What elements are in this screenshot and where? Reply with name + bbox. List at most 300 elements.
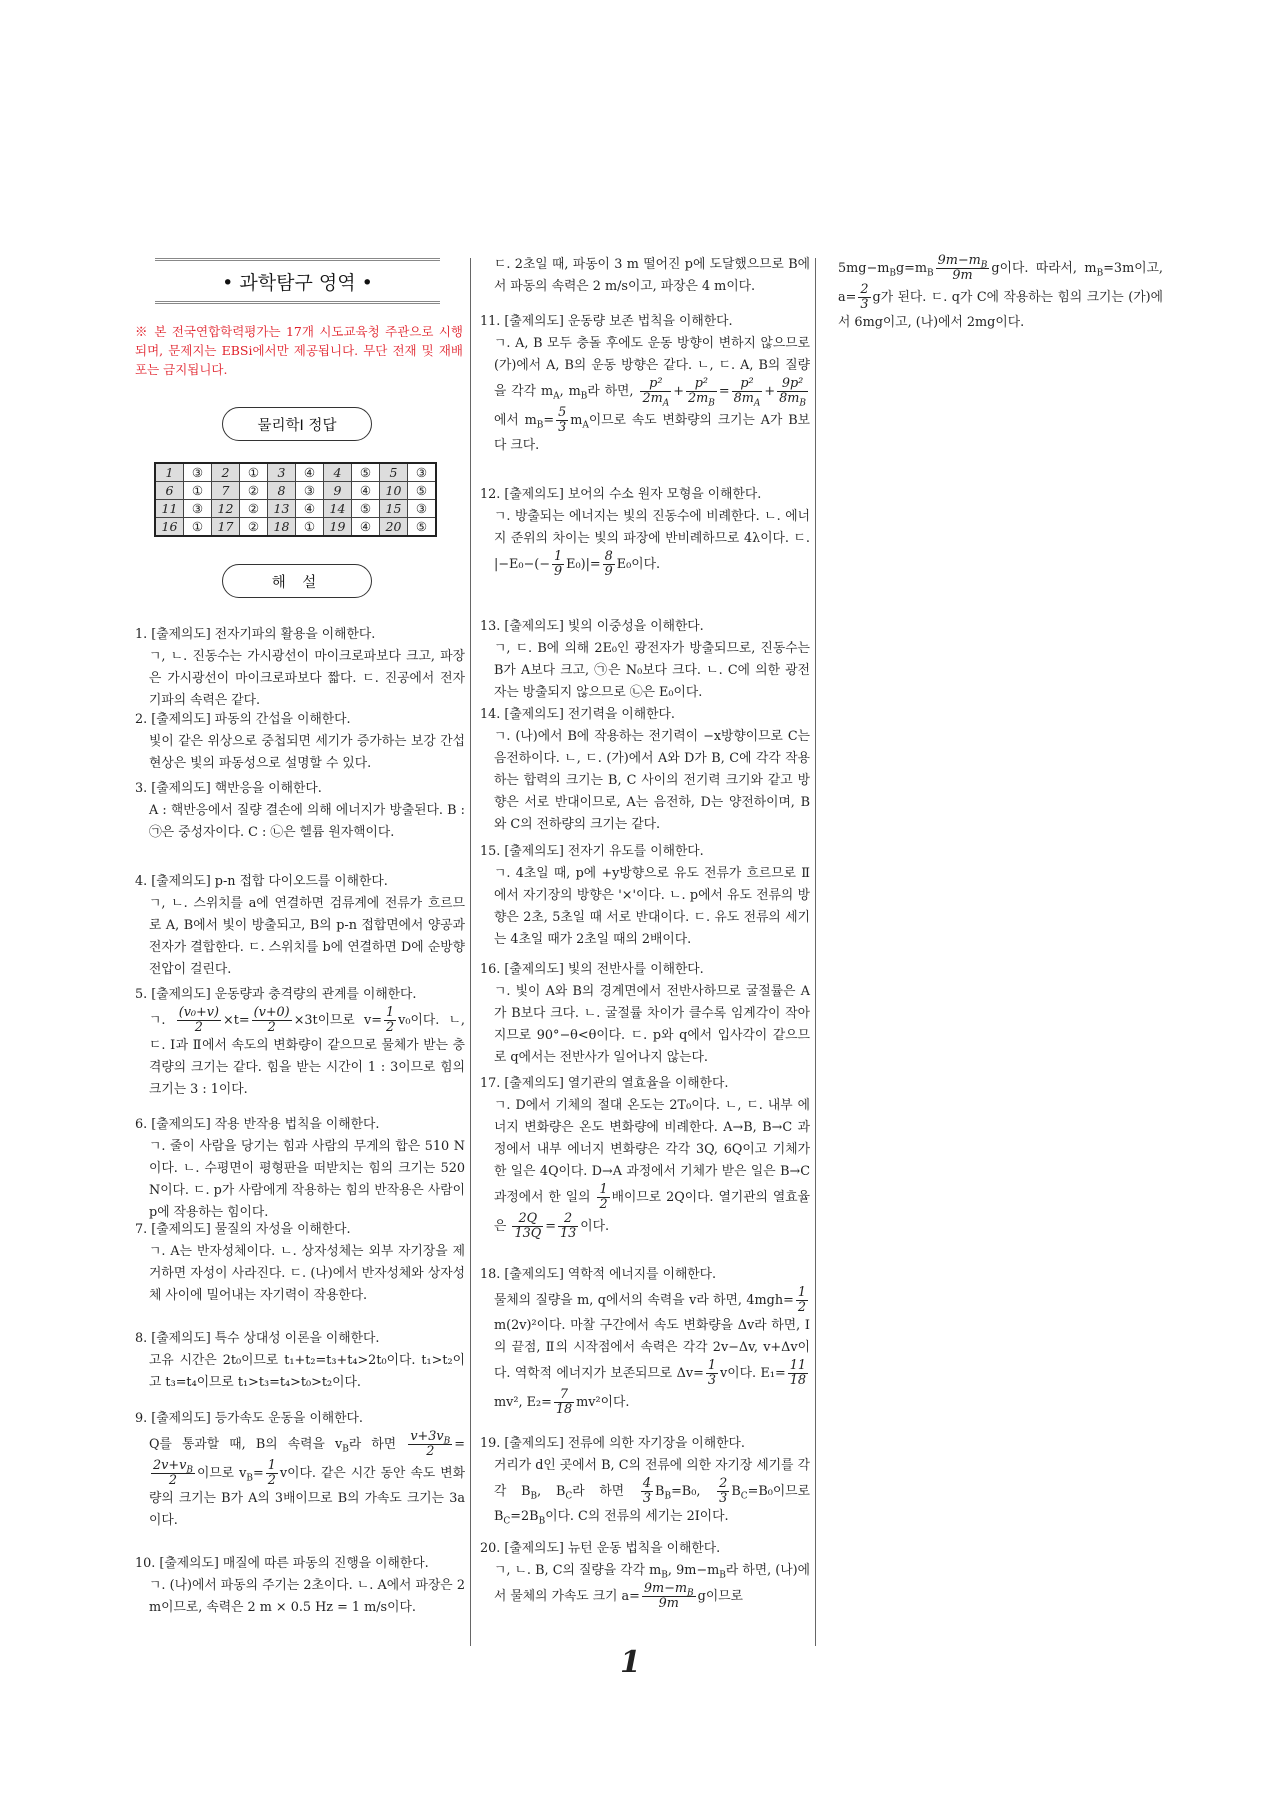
denominator xyxy=(732,391,763,409)
answer-choice: ③ xyxy=(184,463,212,482)
denominator xyxy=(796,1301,808,1315)
numerator xyxy=(552,550,564,565)
text-run: g=m xyxy=(895,261,928,276)
text-run: 라 하면 xyxy=(348,1437,407,1452)
text-run: 8m xyxy=(779,391,800,406)
text-run: B xyxy=(731,1484,741,1499)
explanation-heading: 해 설 xyxy=(222,564,372,598)
numerator xyxy=(686,377,717,392)
subscript: B xyxy=(530,1491,538,1502)
text-run: = xyxy=(545,1219,556,1234)
explanation-title: 3. [출제의도] 핵반응을 이해한다. xyxy=(135,781,322,796)
text-run: ㄱ. 줄이 사람을 당기는 힘과 사람의 무게의 합은 510 N이다. ㄴ. 수평면이 평형판을 떠받치는 힘의 크기는 520 N이다. ㄷ. p가 사람에게 작용하는 힘의 반작용은 사람이 p에 작용하는 힘이다. xyxy=(149,1139,465,1220)
explanation-title: 12. [출제의도] 보어의 수소 원자 모형을 이해한다. xyxy=(480,487,762,502)
answer-choice: ⑤ xyxy=(352,463,380,482)
explanation-body xyxy=(135,1136,465,1224)
fraction xyxy=(640,376,671,409)
answer-choice: ⑤ xyxy=(408,518,437,537)
explanation-title: 13. [출제의도] 빛의 이중성을 이해한다. xyxy=(480,619,704,634)
text-run: 2 xyxy=(564,1211,573,1226)
text-run: =3m이고, a= xyxy=(838,261,1163,305)
explanation-title: 19. [출제의도] 전류에 의한 자기장을 이해한다. xyxy=(480,1436,745,1451)
fraction xyxy=(597,1183,609,1212)
question-number: 8 xyxy=(268,482,296,500)
text-run: g이므로 xyxy=(697,1589,743,1604)
text-run: 물체의 질량을 m, q에서의 속력을 v라 하면, 4mgh= xyxy=(494,1293,794,1308)
subscript: C xyxy=(740,1491,748,1502)
text-run: 9m−m xyxy=(937,253,981,268)
section-title: • 과학탐구 영역 • xyxy=(155,258,440,304)
text-run: g이다. 따라서, m xyxy=(991,261,1097,276)
explanation-body xyxy=(480,638,810,704)
subscript: B xyxy=(246,1473,253,1484)
text-run: 2 xyxy=(426,1444,435,1459)
question-number: 18 xyxy=(268,518,296,537)
explanation-title: 18. [출제의도] 역학적 에너지를 이해한다. xyxy=(480,1267,717,1282)
text-run: 18 xyxy=(555,1402,573,1417)
fraction xyxy=(408,1430,452,1459)
denominator xyxy=(788,1374,808,1388)
text-run: 9m xyxy=(658,1596,679,1611)
text-run: 2 xyxy=(267,1020,276,1035)
explanation-item xyxy=(135,1114,465,1224)
numerator xyxy=(706,1359,718,1374)
answer-row xyxy=(155,518,436,537)
subscript: B xyxy=(708,398,715,409)
numerator xyxy=(796,1286,808,1301)
text-run: 이므로 v xyxy=(196,1466,247,1481)
text-run: 2 xyxy=(719,1476,728,1491)
text-run: ㄱ, ㄷ. B에 의해 2E₀인 광전자가 방출되므로, 진동수는 B가 A보다 크고, ㉠은 N₀보다 크다. ㄴ. C에 의한 광전자는 방출되지 않으므로 ㉡은 E₀이다. xyxy=(494,641,810,700)
answer-choice: ④ xyxy=(296,500,324,518)
text-run: ㄷ. 2초일 때, 파동이 3 m 떨어진 p에 도달했으므로 B에서 파동의 속력은 2 m/s이고, 파장은 4 m이다. xyxy=(494,257,810,294)
denominator xyxy=(384,1021,396,1035)
text-run: 3 xyxy=(719,1491,728,1506)
subscript: B xyxy=(538,1516,546,1527)
answer-choice: ② xyxy=(240,500,268,518)
denominator xyxy=(266,1474,278,1488)
fraction xyxy=(252,1006,292,1035)
text-run: 1 xyxy=(553,549,563,564)
text-run: 2 xyxy=(168,1473,178,1488)
numerator xyxy=(717,1477,729,1492)
numerator xyxy=(732,377,763,392)
denominator xyxy=(603,565,615,579)
explanation-title: 1. [출제의도] 전자기파의 활용을 이해한다. xyxy=(135,627,376,642)
explanation-title: 15. [출제의도] 전자기 유도를 이해한다. xyxy=(480,844,704,859)
text-run: 13Q xyxy=(514,1226,542,1241)
question-number: 20 xyxy=(380,518,408,537)
fraction xyxy=(717,1477,729,1506)
numerator xyxy=(558,1212,578,1227)
text-run: ㄱ. 빛이 A와 B의 경계면에서 전반사하므로 굴절률은 A가 B보다 크다. ㄴ. 굴절률 차이가 클수록 임계각이 작아지므로 90°−θ<θ이다. ㄷ. p와 q에서 입사각이 같으므로 q에서는 전반사가 일어나지 않는다. xyxy=(494,984,810,1065)
fraction xyxy=(177,1006,221,1035)
text-run: , m xyxy=(559,384,581,399)
text-run: 3 xyxy=(558,420,567,435)
text-run: 1 xyxy=(599,1182,608,1197)
explanation-body xyxy=(480,863,810,951)
fraction xyxy=(512,1212,543,1241)
explanation-body xyxy=(480,726,810,836)
explanation-title: 10. [출제의도] 매질에 따른 파동의 진행을 이해한다. xyxy=(135,1556,429,1571)
answer-choice: ④ xyxy=(296,463,324,482)
text-run: 9p² xyxy=(781,376,804,391)
q20-continuation xyxy=(838,254,1163,334)
text-run: (v+0) xyxy=(253,1005,290,1020)
numerator xyxy=(640,377,671,392)
explanation-item xyxy=(480,1538,810,1611)
text-run: 빛이 같은 위상으로 중첩되면 세기가 증가하는 보강 간섭 현상은 빛의 파동성으로 설명할 수 있다. xyxy=(149,734,465,771)
explanation-item xyxy=(480,1433,810,1528)
subscript: B xyxy=(1096,268,1104,279)
text-run: B xyxy=(655,1484,665,1499)
explanation-item xyxy=(480,959,810,1069)
question-number: 5 xyxy=(380,463,408,482)
text-run: 2v+v xyxy=(153,1458,187,1473)
text-run: , 9m−m xyxy=(667,1563,720,1578)
explanation-body xyxy=(135,1575,465,1619)
text-run: 2 xyxy=(267,1473,276,1488)
denominator xyxy=(512,1227,543,1241)
explanation-item xyxy=(135,1219,465,1307)
explanation-title: 5. [출제의도] 운동량과 충격량의 관계를 이해한다. xyxy=(135,987,417,1002)
subscript: B xyxy=(664,1491,672,1502)
text-run: Q를 통과할 때, B의 속력을 v xyxy=(149,1437,343,1452)
text-run: 5 xyxy=(558,405,567,420)
text-run: ×3t이므로 v= xyxy=(293,1013,382,1028)
answer-choice: ⑤ xyxy=(352,500,380,518)
subscript: B xyxy=(687,1588,694,1599)
numerator xyxy=(512,1212,543,1227)
explanation-body xyxy=(135,731,465,775)
explanation-title: 4. [출제의도] p-n 접합 다이오드를 이해한다. xyxy=(135,874,388,889)
denominator xyxy=(554,1403,574,1417)
text-run: 3 xyxy=(642,1491,652,1506)
text-run: 8 xyxy=(604,549,613,564)
question-number: 3 xyxy=(268,463,296,482)
explanation-body xyxy=(480,1286,810,1417)
text-run: 2m xyxy=(687,391,709,406)
numerator xyxy=(266,1459,278,1474)
subscript: B xyxy=(980,260,988,271)
question-number: 12 xyxy=(212,500,240,518)
subscript: B xyxy=(661,1570,668,1581)
text-run: + xyxy=(764,384,776,399)
numerator xyxy=(384,1006,396,1021)
text-run: 거리가 d인 곳에서 B, C의 전류에 의한 자기장 세기를 각각 B xyxy=(494,1458,810,1499)
fraction xyxy=(796,1286,808,1315)
explanation-title: 2. [출제의도] 파동의 간섭을 이해한다. xyxy=(135,712,351,727)
text-run: 2m xyxy=(642,391,663,406)
explanation-title: 14. [출제의도] 전기력을 이해한다. xyxy=(480,707,675,722)
text-run: = xyxy=(253,1466,264,1481)
explanation-item xyxy=(480,704,810,836)
text-run: ㄱ, ㄴ. 스위치를 a에 연결하면 검류계에 전류가 흐르므로 A, B에서 빛이 방출되고, B의 p-n 접합면에서 양공과 전자가 결합한다. ㄷ. 스위치를 b에 연결하면 D에 순방향 전압이 걸린다. xyxy=(149,896,465,977)
answer-choice: ④ xyxy=(352,518,380,537)
text-run: 9 xyxy=(604,564,613,579)
text-run: ㄱ. (나)에서 파동의 주기는 2초이다. ㄴ. A에서 파장은 2 m이므로, 속력은 2 m × 0.5 Hz = 1 m/s이다. xyxy=(149,1578,465,1615)
text-run: =2B xyxy=(510,1509,539,1524)
question-number: 19 xyxy=(324,518,352,537)
explanation-body xyxy=(135,1241,465,1307)
text-run: 3 xyxy=(707,1373,716,1388)
text-run: =B₀이므로 B xyxy=(494,1484,810,1524)
text-run: p² xyxy=(694,376,709,391)
subscript: A xyxy=(582,420,589,431)
explanation-item xyxy=(480,484,810,579)
explanation-item xyxy=(480,616,810,704)
text-run: 라 하면, (나)에서 물체의 가속도 크기 a= xyxy=(494,1563,810,1604)
denominator xyxy=(597,1198,609,1212)
question-number: 14 xyxy=(324,500,352,518)
text-run: 5mg−m xyxy=(838,261,890,276)
subscript: C xyxy=(503,1516,511,1527)
fraction xyxy=(266,1459,278,1488)
fraction xyxy=(777,376,808,409)
text-run: 라 하면 xyxy=(572,1484,639,1499)
explanation-body xyxy=(480,333,810,457)
explanation-item xyxy=(135,1553,465,1619)
explanation-body xyxy=(135,1006,465,1101)
text-run: g가 된다. ㄷ. q가 C에 작용하는 힘의 크기는 (가)에서 6mg이고, (나)에서 2mg이다. xyxy=(838,290,1163,330)
text-run: 2 xyxy=(386,1020,395,1035)
text-run: 라 하면, xyxy=(587,384,639,399)
subscript: B xyxy=(719,1570,726,1581)
explanation-item xyxy=(135,778,465,844)
explanation-item xyxy=(135,709,465,775)
answer-choice: ① xyxy=(184,518,212,537)
numerator xyxy=(177,1006,221,1021)
explanation-title: 9. [출제의도] 등가속도 운동을 이해한다. xyxy=(135,1411,363,1426)
explanation-body xyxy=(480,1455,810,1528)
denominator xyxy=(777,391,808,409)
text-run: ㄱ. D에서 기체의 절대 온도는 2T₀이다. ㄴ, ㄷ. 내부 에너지 변화량은 온도 변화량에 비례한다. A→B, B→C 과정에서 내부 에너지 변화량은 각각 3Q, 6Q이고 기체가 한 일은 4Q이다. D→A 과정에서 기체가 받은 일은 B→C 과정에서 한 일의 xyxy=(494,1098,810,1205)
text-run: ㄱ. 4초일 때, p에 +y방향으로 유도 전류가 흐르므로 Ⅱ에서 자기장의 방향은 '×'이다. ㄴ. p에서 유도 전류의 방향은 2초, 5초일 때 서로 반대이다. ㄷ. 유도 전류의 세기는 4초일 때가 2초일 때의 2배이다. xyxy=(494,866,810,947)
explanation-item xyxy=(135,984,465,1101)
explanation-body xyxy=(480,981,810,1069)
numerator xyxy=(252,1006,292,1021)
answer-choice: ② xyxy=(240,518,268,537)
numerator xyxy=(936,254,990,269)
explanation-body xyxy=(480,1095,810,1241)
subscript: B xyxy=(799,398,807,409)
text-run: ㄱ. A는 반자성체이다. ㄴ. 상자성체는 외부 자기장을 제거하면 자성이 사라진다. ㄷ. (나)에서 반자성체와 상자성체 사이에 밀어내는 자기력이 작용한다. xyxy=(149,1244,465,1303)
text-run: 1 xyxy=(267,1458,276,1473)
subscript: B xyxy=(927,268,934,279)
answer-row xyxy=(155,463,436,482)
text-run: 4 xyxy=(642,1476,652,1491)
explanation-title: 20. [출제의도] 뉴턴 운동 법칙을 이해한다. xyxy=(480,1541,721,1556)
explanation-body xyxy=(135,1430,465,1532)
fraction xyxy=(706,1359,718,1388)
text-run: , B xyxy=(537,1484,566,1499)
fraction xyxy=(552,550,564,579)
denominator xyxy=(717,1492,729,1506)
text-run: 1 xyxy=(386,1005,395,1020)
answer-choice: ③ xyxy=(408,463,437,482)
fraction xyxy=(642,1582,696,1611)
answer-choice: ③ xyxy=(296,482,324,500)
text-run: v이다. E₁= xyxy=(720,1366,786,1381)
subscript: A xyxy=(553,391,560,402)
answer-key-heading: 물리학Ⅰ 정답 xyxy=(222,407,372,441)
explanation-title: 8. [출제의도] 특수 상대성 이론을 이해한다. xyxy=(135,1331,380,1346)
denominator xyxy=(640,391,671,409)
text-run: ㄱ, ㄴ. B, C의 질량을 각각 m xyxy=(494,1563,662,1578)
text-run: ㄱ. 방출되는 에너지는 빛의 진동수에 비례한다. ㄴ. 에너지 준위의 차이는 빛의 파장에 반비례하므로 4λ이다. ㄷ. |−E₀−(− xyxy=(494,509,810,572)
text-run: 2 xyxy=(599,1197,608,1212)
fraction xyxy=(384,1006,396,1035)
explanation-item xyxy=(480,1073,810,1241)
question-number: 10 xyxy=(380,482,408,500)
answer-choice: ③ xyxy=(408,500,437,518)
explanation-item xyxy=(135,624,465,712)
question-number: 13 xyxy=(268,500,296,518)
denominator xyxy=(408,1445,452,1459)
answer-choice: ① xyxy=(296,518,324,537)
fraction xyxy=(603,550,615,579)
numerator xyxy=(777,377,808,392)
explanation-body xyxy=(480,506,810,579)
subscript: B xyxy=(580,391,588,402)
denominator xyxy=(706,1374,718,1388)
text-run: E₀)|= xyxy=(566,557,601,572)
text-run: v+3v xyxy=(410,1429,444,1444)
copyright-notice: ※ 본 전국연합학력평가는 17개 시도교육청 주관으로 시행되며, 문제지는 EBSi에서만 제공됩니다. 무단 전재 및 재배포는 금지됩니다. xyxy=(135,324,463,377)
text-run: 2 xyxy=(194,1020,203,1035)
fraction xyxy=(788,1359,808,1388)
text-run: 1 xyxy=(797,1285,806,1300)
explanation-item xyxy=(480,311,810,457)
text-run: v이다. 같은 시간 동안 속도 변화량의 크기는 B가 A의 3배이므로 B의 가속도 크기는 3a이다. xyxy=(149,1466,465,1528)
numerator xyxy=(642,1582,696,1597)
fraction xyxy=(556,406,568,435)
question-number: 4 xyxy=(324,463,352,482)
explanation-title: 11. [출제의도] 운동량 보존 법칙을 이해한다. xyxy=(480,314,733,329)
denominator xyxy=(858,298,870,312)
text-run: = xyxy=(454,1437,465,1452)
numerator xyxy=(556,406,568,421)
text-run: 에서 m xyxy=(494,413,537,428)
fraction xyxy=(686,376,717,409)
column-divider xyxy=(470,258,471,1646)
fraction xyxy=(558,1212,578,1241)
explanation-body xyxy=(480,1560,810,1611)
denominator xyxy=(556,421,568,435)
text-run: p² xyxy=(649,376,663,391)
text-run: + xyxy=(673,384,684,399)
text-run: A : 핵반응에서 질량 결손에 의해 에너지가 방출된다. B : ㉠은 중성자이다. C : ㉡은 헬륨 원자핵이다. xyxy=(149,803,465,840)
explanation-item xyxy=(135,871,465,981)
text-run: 7 xyxy=(559,1387,569,1402)
text-run: 2Q xyxy=(518,1211,538,1226)
text-run: mv², E₂= xyxy=(494,1395,552,1410)
answer-choice: ③ xyxy=(184,500,212,518)
text-run: 배이므로 2Q이다. 열기관의 열효율은 xyxy=(494,1190,810,1234)
text-run: 8m xyxy=(733,391,754,406)
text-run: 9 xyxy=(553,564,563,579)
question-number: 9 xyxy=(324,482,352,500)
text-run: ×t= xyxy=(223,1013,250,1028)
subscript: C xyxy=(565,1491,573,1502)
answer-row xyxy=(155,500,436,518)
subscript: B xyxy=(443,1436,451,1447)
column-divider xyxy=(815,258,816,1646)
text-run: =B₀, xyxy=(671,1484,716,1499)
subscript: B xyxy=(536,420,544,431)
question-number: 6 xyxy=(155,482,184,500)
text-run: 9m xyxy=(952,268,973,283)
fraction xyxy=(936,254,990,283)
numerator xyxy=(858,283,870,298)
fraction xyxy=(641,1477,653,1506)
denominator xyxy=(252,1021,292,1035)
numerator xyxy=(641,1477,653,1492)
question-number: 11 xyxy=(155,500,184,518)
explanation-title: 7. [출제의도] 물질의 자성을 이해한다. xyxy=(135,1222,351,1237)
text-run: E₀이다. xyxy=(616,557,661,572)
question-number: 17 xyxy=(212,518,240,537)
explanation-body xyxy=(135,893,465,981)
question-number: 1 xyxy=(155,463,184,482)
explanation-body xyxy=(135,646,465,712)
denominator xyxy=(641,1492,653,1506)
explanation-body xyxy=(135,800,465,844)
denominator xyxy=(177,1021,221,1035)
text-run: m(2v)²이다. 마찰 구간에서 속도 변화량을 Δv라 하면, Ⅰ의 끝점, Ⅱ의 시작점에서 속력은 각각 2v−Δv, v+Δv이다. 역학적 에너지가 보존되므로 Δv= xyxy=(494,1318,810,1381)
subscript: B xyxy=(342,1444,349,1455)
text-run: 2 xyxy=(797,1300,806,1315)
question-number: 7 xyxy=(212,482,240,500)
denominator xyxy=(151,1474,195,1488)
page-number: 1 xyxy=(620,1645,641,1680)
denominator xyxy=(552,565,564,579)
explanation-title: 17. [출제의도] 열기관의 열효율을 이해한다. xyxy=(480,1076,729,1091)
question-number: 16 xyxy=(155,518,184,537)
text-run: m xyxy=(570,413,583,428)
text-run: 9m−m xyxy=(643,1581,688,1596)
text-run: ㄱ. xyxy=(149,1013,175,1028)
text-run: ㄱ. (나)에서 B에 작용하는 전기력이 −x방향이므로 C는 음전하이다. ㄴ, ㄷ. (가)에서 A와 D가 B, C에 각각 작용하는 합력의 크기는 B, C 사이의 전기력 크기와 같고 방향은 서로 반대이므로, A는 음전하, D는 양전하이며, B와 C의 전하량의 크기는 같다. xyxy=(494,729,810,832)
subscript: B xyxy=(889,268,896,279)
text-run: 이므로 속도 변화량의 크기는 A가 B보다 크다. xyxy=(494,413,810,453)
text-run: ㄱ, ㄴ. 진동수는 가시광선이 마이크로파보다 크고, 파장은 가시광선이 마이크로파보다 짧다. ㄷ. 진공에서 전자기파의 속력은 같다. xyxy=(149,649,465,708)
text-run: = xyxy=(718,384,730,399)
explanation-title: 6. [출제의도] 작용 반작용 법칙을 이해한다. xyxy=(135,1117,380,1132)
text-run: p² xyxy=(740,376,754,391)
text-run: (v₀+v) xyxy=(178,1005,219,1020)
explanation-item xyxy=(135,1328,465,1394)
text-run: v₀이다. ㄴ, ㄷ. Ⅰ과 Ⅱ에서 속도의 변화량이 같으므로 물체가 받는 충격량의 크기는 같다. 힘을 받는 시간이 1 : 3이므로 힘의 크기는 3 : 1이다. xyxy=(149,1013,465,1097)
numerator xyxy=(603,550,615,565)
question-number: 2 xyxy=(212,463,240,482)
numerator xyxy=(408,1430,452,1445)
numerator xyxy=(151,1459,195,1474)
explanation-item xyxy=(135,1408,465,1532)
numerator xyxy=(788,1359,808,1374)
text-run: 고유 시간은 2t₀이므로 t₁+t₂=t₃+t₄>2t₀이다. t₁>t₂이고 t₃=t₄이므로 t₁>t₃=t₄>t₀>t₂이다. xyxy=(149,1353,465,1390)
explanation-title: 16. [출제의도] 빛의 전반사를 이해한다. xyxy=(480,962,704,977)
explanation-body xyxy=(135,1350,465,1394)
denominator xyxy=(642,1597,696,1611)
text-run: 13 xyxy=(559,1226,577,1241)
denominator xyxy=(558,1227,578,1241)
text-run: ㄱ. A, B 모두 충돌 후에도 운동 방향이 변하지 않으므로 (가)에서 A, B의 운동 방향은 같다. ㄴ, ㄷ. A, B의 질량을 각각 m xyxy=(494,336,810,399)
answer-choice: ① xyxy=(184,482,212,500)
text-run: 1 xyxy=(707,1358,716,1373)
explanation-item xyxy=(480,1264,810,1417)
subscript: B xyxy=(186,1465,193,1476)
